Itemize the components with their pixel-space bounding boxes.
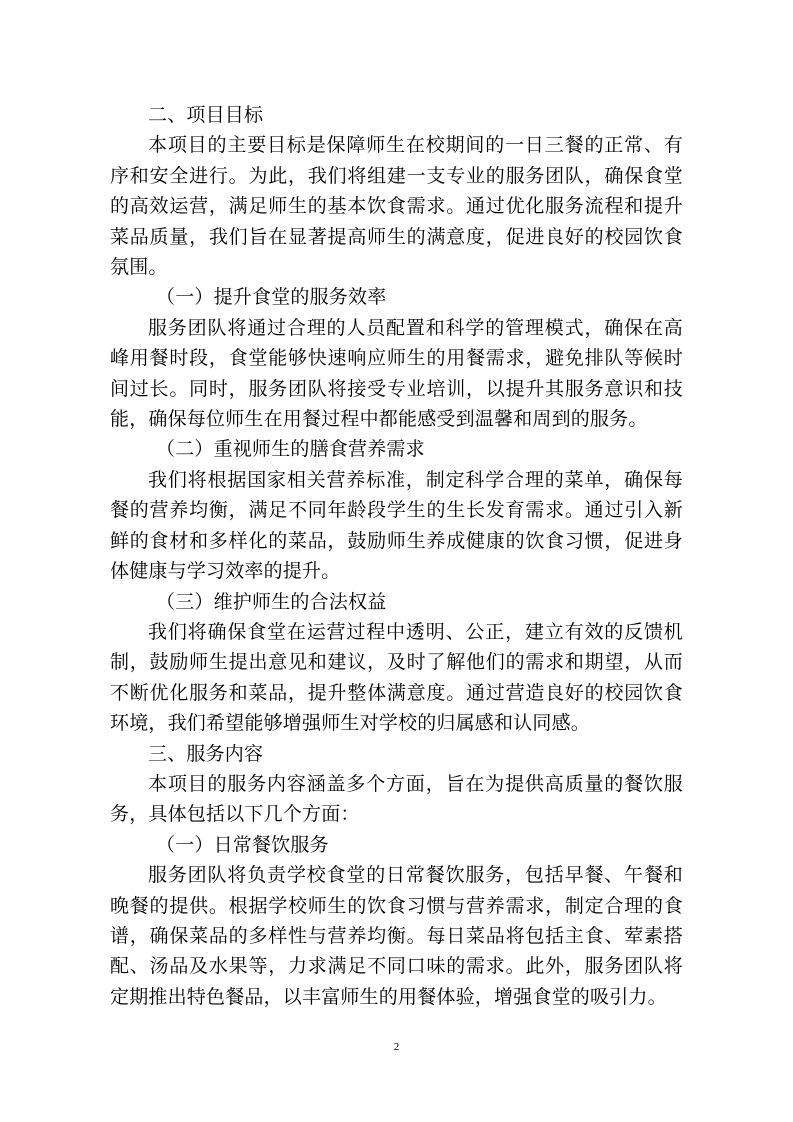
paragraph-service-content-intro: 本项目的服务内容涵盖多个方面，旨在为提供高质量的餐饮服务，具体包括以下几个方面： <box>110 772 683 826</box>
subheading-nutrition-needs: （二）重视师生的膳食营养需求 <box>156 438 425 461</box>
subheading-daily-catering: （一）日常餐饮服务 <box>156 833 329 856</box>
paragraph-daily-catering: 服务团队将负责学校食堂的日常餐饮服务，包括早餐、午餐和晚餐的提供。根据学校师生的饮食习惯与营养需求，制定合理的食谱，确保菜品的多样性与营养均衡。每日菜品将包括主食、荤素搭配、汤品及水果等，力求满足不同口味的需求。此外，服务团队将定期推出特色餐品，以丰富师生的用餐体验，增强食堂的吸引力。 <box>110 864 683 1008</box>
section-heading-project-goals: 二、项目目标 <box>148 104 264 126</box>
paragraph-goals-intro: 本项目的主要目标是保障师生在校期间的一日三餐的正常、有序和安全进行。为此，我们将组建一支专业的服务团队，确保食堂的高效运营，满足师生的基本饮食需求。通过优化服务流程和提升菜品质量，我们旨在显著提高师生的满意度，促进良好的校园饮食氛围。 <box>110 134 683 279</box>
paragraph-nutrition-needs: 我们将根据国家相关营养标准，制定科学合理的菜单，确保每餐的营养均衡，满足不同年龄段学生的生长发育需求。通过引入新鲜的食材和多样化的菜品，鼓励师生养成健康的饮食习惯，促进身体健康与学习效率的提升。 <box>110 468 683 583</box>
paragraph-service-efficiency: 服务团队将通过合理的人员配置和科学的管理模式，确保在高峰用餐时段，食堂能够快速响应师生的用餐需求，避免排队等候时间过长。同时，服务团队将接受专业培训，以提升其服务意识和技能，确保每位师生在用餐过程中都能感受到温馨和周到的服务。 <box>110 316 683 431</box>
document-body <box>110 100 683 1012</box>
paragraph-legal-rights: 我们将确保食堂在运营过程中透明、公正，建立有效的反馈机制，鼓励师生提出意见和建议，及时了解他们的需求和期望，从而不断优化服务和菜品，提升整体满意度。通过营造良好的校园饮食环境，我们希望能够增强师生对学校的归属感和认同感。 <box>110 620 683 735</box>
subheading-service-efficiency: （一）提升食堂的服务效率 <box>156 286 387 309</box>
subheading-legal-rights: （三）维护师生的合法权益 <box>156 590 387 613</box>
page-number: 2 <box>393 1041 400 1053</box>
section-heading-service-content: 三、服务内容 <box>148 742 264 765</box>
